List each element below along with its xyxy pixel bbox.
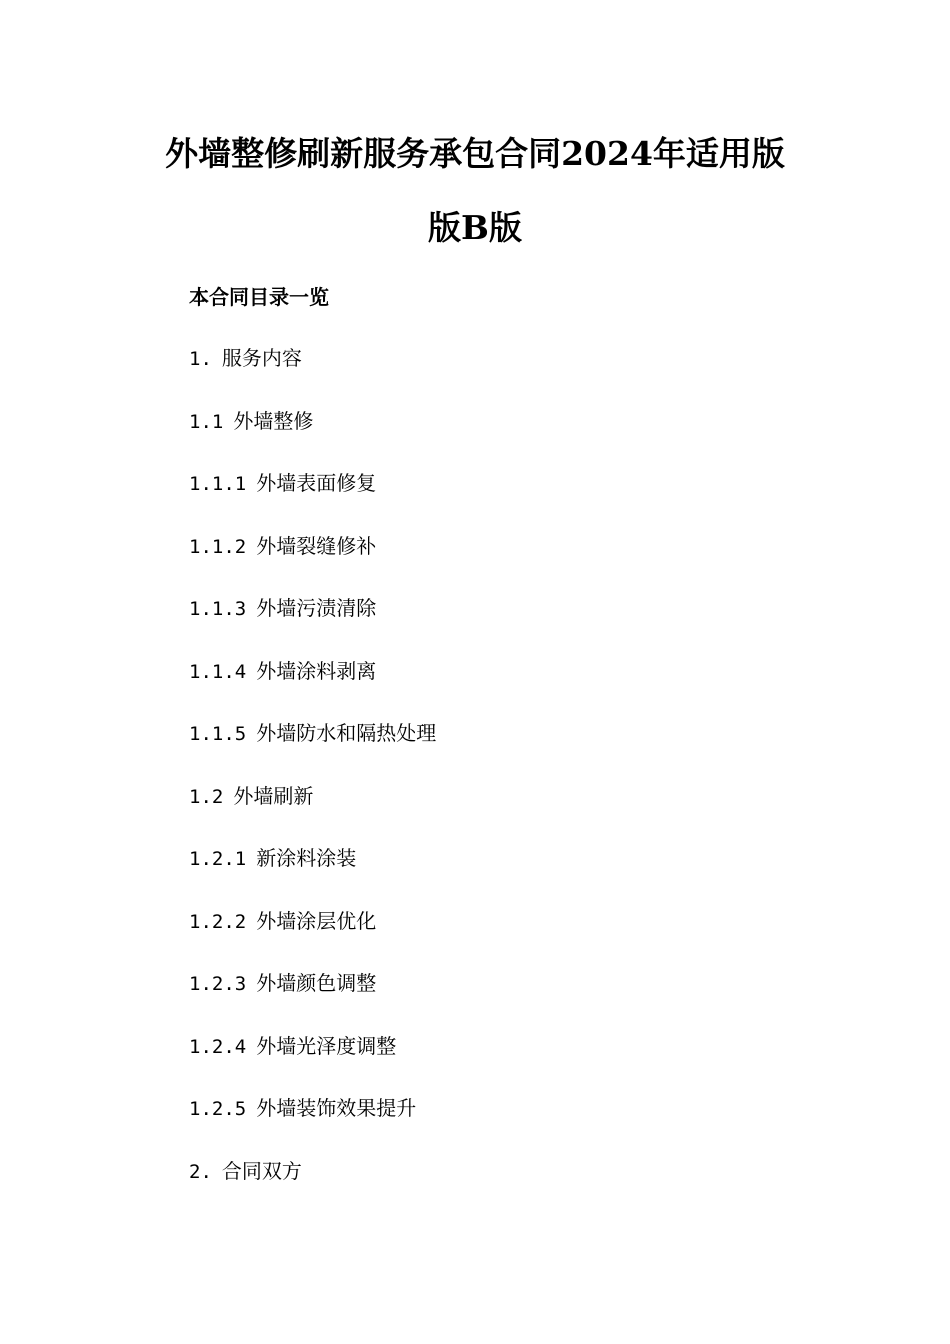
toc-item-number: 1.1.1 xyxy=(189,473,247,495)
toc-item-number: 1.2.1 xyxy=(189,848,247,870)
toc-item-number: 2. xyxy=(189,1160,212,1183)
toc-item xyxy=(189,345,436,408)
toc-item-title: 外墙刷新 xyxy=(233,783,314,808)
toc-item-title: 合同双方 xyxy=(221,1158,302,1183)
toc-item-title: 外墙装饰效果提升 xyxy=(256,1096,417,1120)
toc-item-title: 新涂料涂装 xyxy=(256,846,357,870)
toc-item-number: 1.2.4 xyxy=(189,1035,247,1058)
toc-item-number: 1.2.5 xyxy=(189,1098,247,1120)
toc-item xyxy=(189,845,436,908)
toc-item-title: 外墙表面修复 xyxy=(256,471,377,495)
toc-item xyxy=(189,533,436,596)
toc-item-number: 1.1.4 xyxy=(189,660,247,683)
toc-item xyxy=(189,970,436,1033)
toc-item-number: 1.2.3 xyxy=(189,973,247,995)
toc-item-title: 外墙整修 xyxy=(233,408,314,433)
toc-item-number: 1.1.3 xyxy=(189,598,247,620)
toc-item xyxy=(189,720,436,783)
toc-item-title: 外墙裂缝修补 xyxy=(256,533,377,558)
table-of-contents xyxy=(189,345,436,1220)
toc-item xyxy=(189,1033,436,1096)
toc-item-number: 1.1.5 xyxy=(189,723,247,745)
toc-item xyxy=(189,470,436,533)
toc-item xyxy=(189,783,436,846)
toc-item xyxy=(189,658,436,721)
toc-item-number: 1.2 xyxy=(189,785,224,808)
document-title-line-1: 外墙整修刷新服务承包合同2024年适用版 xyxy=(165,134,785,173)
toc-item xyxy=(189,408,436,471)
document-title-line-2: 版B版 xyxy=(428,208,522,247)
toc-item xyxy=(189,908,436,971)
toc-item-title: 外墙涂料剥离 xyxy=(256,658,377,683)
toc-item xyxy=(189,595,436,658)
toc-item-title: 外墙污渍清除 xyxy=(256,596,377,620)
toc-item-title: 服务内容 xyxy=(221,346,302,370)
toc-item-title: 外墙颜色调整 xyxy=(256,971,377,995)
toc-item-number: 1.2.2 xyxy=(189,910,247,933)
toc-item-title: 外墙防水和隔热处理 xyxy=(256,721,437,745)
toc-item xyxy=(189,1095,436,1158)
toc-item-number: 1. xyxy=(189,348,212,370)
toc-item-title: 外墙涂层优化 xyxy=(256,908,377,933)
toc-item xyxy=(189,1158,436,1221)
toc-item-title: 外墙光泽度调整 xyxy=(256,1033,397,1058)
toc-heading: 本合同目录一览 xyxy=(189,285,329,309)
toc-item-number: 1.1.2 xyxy=(189,535,247,558)
toc-item-number: 1.1 xyxy=(189,410,224,433)
